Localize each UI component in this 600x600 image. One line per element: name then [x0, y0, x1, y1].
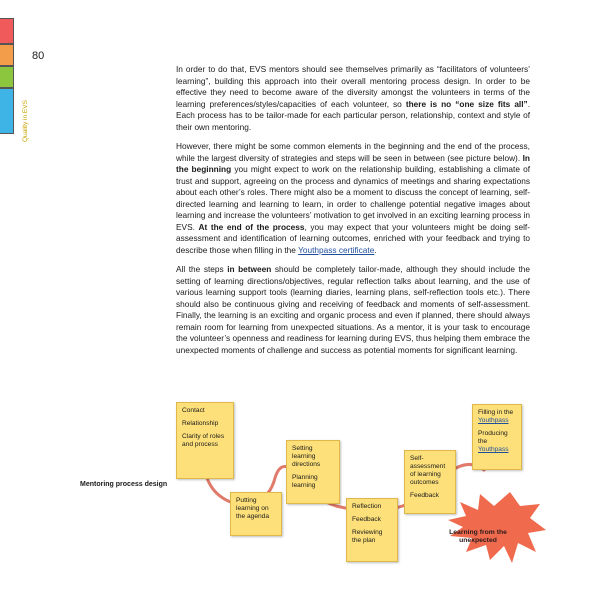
youthpass-link-1[interactable]: Youthpass — [478, 417, 509, 424]
youthpass-certificate-link[interactable]: Youthpass certificate — [298, 244, 375, 255]
note-self-assessment: Self-assessment of learning outcomes Feedback — [404, 450, 456, 514]
burst-label: Learning from the unexpected — [449, 529, 507, 544]
note-setting-directions: Setting learning directions Planning learning — [286, 440, 340, 504]
note-reflection: Reflection Feedback Reviewing the plan — [346, 498, 398, 562]
paragraph-2: However, there might be some common elements in the beginning and the end of the process, while the largest diversity of strategies and steps will be seen in between (see picture below). In the beginning you might expect to work on the relationship building, establishing a climate of trust and support, agreeing on the process and dynamics of meetings and sharing expectations about each other’s roles. There might also be a moment to discuss the concept of learning, self-directed learning and learning to learn, in order to challenge potential negative images about learning and increase the volunteers’ motivation to get involved in an exciting learning process in EVS. At the end of the process, you may expect that your volunteers might be doing self-assessment and identification of learning outcomes, enriched with your feedback and trying to describe those when filling in the Youthpass certificate. — [176, 141, 530, 255]
note-putting-learning: Putting learning on the agenda — [230, 492, 282, 536]
page-number: 80 — [32, 50, 45, 62]
section-label: Quality in EVS — [22, 100, 29, 142]
note-youthpass: Filling in the Youthpass Producing the Youthpass — [472, 404, 522, 470]
paragraph-1: In order to do that, EVS mentors should see themselves primarily as “facilitators of volunteers’ learning”, building this approach into their overall mentoring process design. In order to be effective they need to become aware of the diversity amongst the volunteers in terms of the learning preferences/styles/capacities of each volunteer, so there is no “one size fits all”. Each process has to be tailor-made for each particular person, relationship, context and style of their own mentoring. — [176, 64, 531, 132]
note-contact: Contact Relationship Clarity of roles and process — [176, 402, 234, 479]
diagram-label: Mentoring process design — [80, 481, 168, 488]
unexpected-burst — [448, 492, 546, 563]
paragraph-3: All the steps in between should be completely tailor-made, although they should include the setting of learning directions/objectives, regular reflection talks about learning, and the use of various learning support tools (learning diaries, learning plans, self-reflection tools etc.). There should also be continuous giving and receiving of feedback and moments of self-assessment. Finally, the learning is an exciting and organic process and even if planned, there should always remain room for learning from unexpected situations. As a mentor, it is your task to encourage the volunteer’s openness and readiness for learning during EVS, thus helping them embrace the unexpected moments of challenge and success as potential moments for significant learning. — [176, 264, 530, 355]
youthpass-link-2[interactable]: Youthpass — [478, 446, 509, 453]
